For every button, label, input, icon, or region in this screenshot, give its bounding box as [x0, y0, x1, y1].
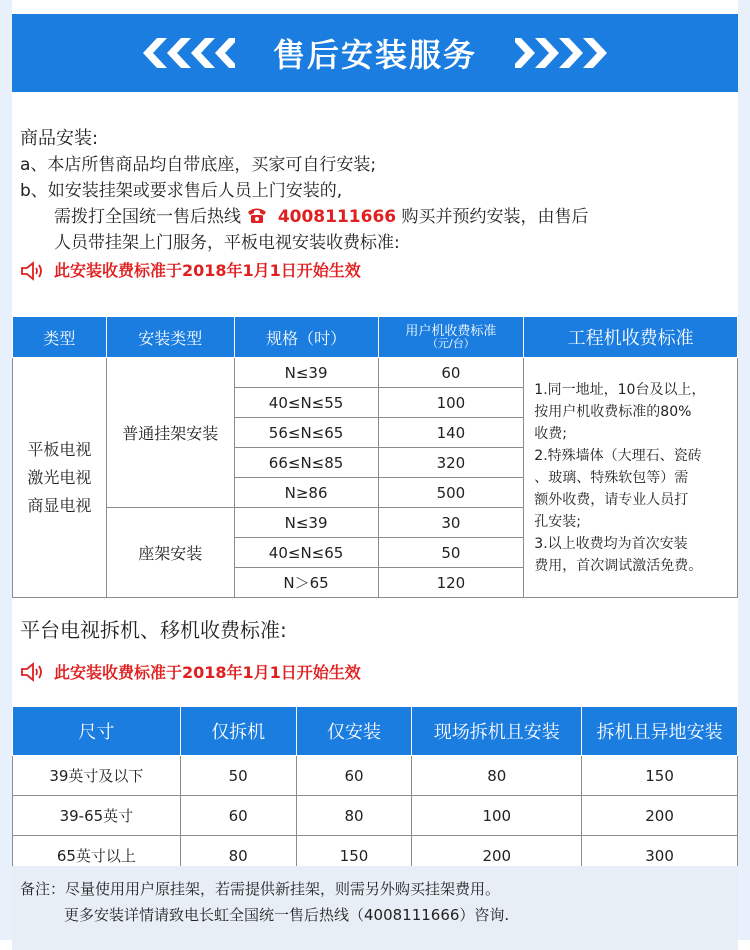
fee-cell: 140 [378, 418, 524, 448]
eng-note-line: 孔安装; [534, 513, 581, 530]
type-cell [13, 358, 107, 598]
col-remove-only: 仅拆机 [180, 707, 296, 756]
eng-note-line: 2.特殊墙体（大理石、瓷砖 [534, 447, 702, 464]
size-cell: 39-65英寸 [13, 796, 181, 836]
install-type-cell: 普通挂架安装 [106, 358, 234, 508]
phone-icon [246, 204, 268, 230]
intro-line-c-pre: 需拨打全国统一售后热线 [54, 207, 241, 227]
eng-note-line: 额外收费，请专业人员打 [534, 491, 689, 508]
eng-note-line: 1.同一地址，10台及以上， [534, 381, 706, 398]
intro-section [20, 126, 732, 284]
col-size: 尺寸 [13, 707, 181, 756]
intro-line-c-post: 购买并预约安装，由售后 [401, 207, 589, 227]
col-install-only: 仅安装 [296, 707, 412, 756]
spec-cell: 66≤N≤85 [234, 448, 378, 478]
notice-2 [20, 660, 361, 683]
install-fee-table [12, 316, 738, 598]
table-row [13, 756, 738, 796]
page [12, 0, 738, 940]
eng-note-line: 、玻璃、特殊软包等）需 [534, 469, 689, 486]
fee-cell: 300 [582, 836, 738, 876]
fee-cell: 150 [296, 836, 412, 876]
fee-cell: 80 [296, 796, 412, 836]
fee-cell: 50 [378, 538, 524, 568]
intro-line-d: 人员带挂架上门服务，平板电视安装收费标准: [54, 233, 400, 253]
fee-cell: 60 [180, 796, 296, 836]
type-line: 商显电视 [27, 495, 92, 515]
spec-cell: N≤39 [234, 358, 378, 388]
fee-cell: 200 [582, 796, 738, 836]
removal-fee-table [12, 706, 738, 876]
page-title: 售后安装服务 [272, 36, 477, 74]
fee-cell: 60 [378, 358, 524, 388]
header-banner [12, 14, 738, 92]
fee-cell: 80 [412, 756, 582, 796]
table-row [13, 358, 738, 388]
col-eng-fee: 工程机收费标准 [524, 317, 738, 358]
intro-line-c [20, 204, 732, 230]
notice-1 [20, 258, 732, 284]
fee-cell: 100 [378, 388, 524, 418]
speaker-icon [20, 662, 46, 682]
spec-cell: 40≤N≤65 [234, 538, 378, 568]
fee-cell: 50 [180, 756, 296, 796]
fee-cell: 80 [180, 836, 296, 876]
col-type: 类型 [13, 317, 107, 358]
right-rail [738, 0, 750, 940]
fee-cell: 500 [378, 478, 524, 508]
spec-cell: N≤39 [234, 508, 378, 538]
table-row [13, 796, 738, 836]
col-user-fee [378, 317, 524, 358]
left-rail [0, 0, 12, 940]
intro-line-b: b、如安装挂架或要求售后人员上门安装的, [20, 181, 343, 201]
install-type-cell: 座架安装 [106, 508, 234, 598]
hotline-number: 4008111666 [277, 207, 397, 227]
spec-cell: N≥86 [234, 478, 378, 508]
intro-line-a: a、本店所售商品均自带底座，买家可自行安装; [20, 155, 377, 175]
left-chevrons-icon [139, 38, 235, 68]
eng-note-line: 3.以上收费均为首次安装 [534, 535, 688, 552]
fee-cell: 30 [378, 508, 524, 538]
eng-fee-notes [524, 358, 738, 598]
col-remove-install: 现场拆机且安装 [412, 707, 582, 756]
size-cell: 39英寸及以下 [13, 756, 181, 796]
spec-cell: N＞65 [234, 568, 378, 598]
right-chevrons-icon [515, 38, 611, 68]
fee-cell: 200 [412, 836, 582, 876]
fee-cell: 150 [582, 756, 738, 796]
footer-line-1: 备注：尽量使用用户原挂架，若需提供新挂架，则需另外购买挂架费用。 [20, 880, 501, 898]
fee-cell: 120 [378, 568, 524, 598]
table1-header-row [13, 317, 738, 358]
notice-1-text: 此安装收费标准于2018年1月1日开始生效 [54, 261, 361, 280]
spec-cell: 40≤N≤55 [234, 388, 378, 418]
notice-2-text: 此安装收费标准于2018年1月1日开始生效 [54, 663, 361, 682]
col-user-fee-unit: （元/台） [427, 336, 475, 350]
type-line: 激光电视 [27, 467, 92, 487]
col-remove-relocate: 拆机且异地安装 [582, 707, 738, 756]
type-line: 平板电视 [27, 439, 92, 459]
col-install-type: 安装类型 [106, 317, 234, 358]
spec-cell: 56≤N≤65 [234, 418, 378, 448]
footer-line-2: 更多安装详情请致电长虹全国统一售后热线（4008111666）咨询. [64, 906, 510, 924]
fee-cell: 100 [412, 796, 582, 836]
col-user-fee-label: 用户机收费标准 [405, 323, 497, 339]
fee-cell: 320 [378, 448, 524, 478]
table2-header-row [13, 707, 738, 756]
section2-heading: 平台电视拆机、移机收费标准: [20, 618, 287, 642]
col-spec: 规格（吋） [234, 317, 378, 358]
intro-heading: 商品安装: [20, 128, 99, 149]
speaker-icon [20, 261, 46, 281]
eng-note-line: 收费; [534, 425, 567, 442]
size-cell: 65英寸以上 [13, 836, 181, 876]
eng-note-line: 按用户机收费标准的80% [534, 403, 692, 420]
eng-note-line: 费用，首次调试激活免费。 [534, 557, 703, 574]
fee-cell: 60 [296, 756, 412, 796]
footer-note [12, 866, 738, 950]
